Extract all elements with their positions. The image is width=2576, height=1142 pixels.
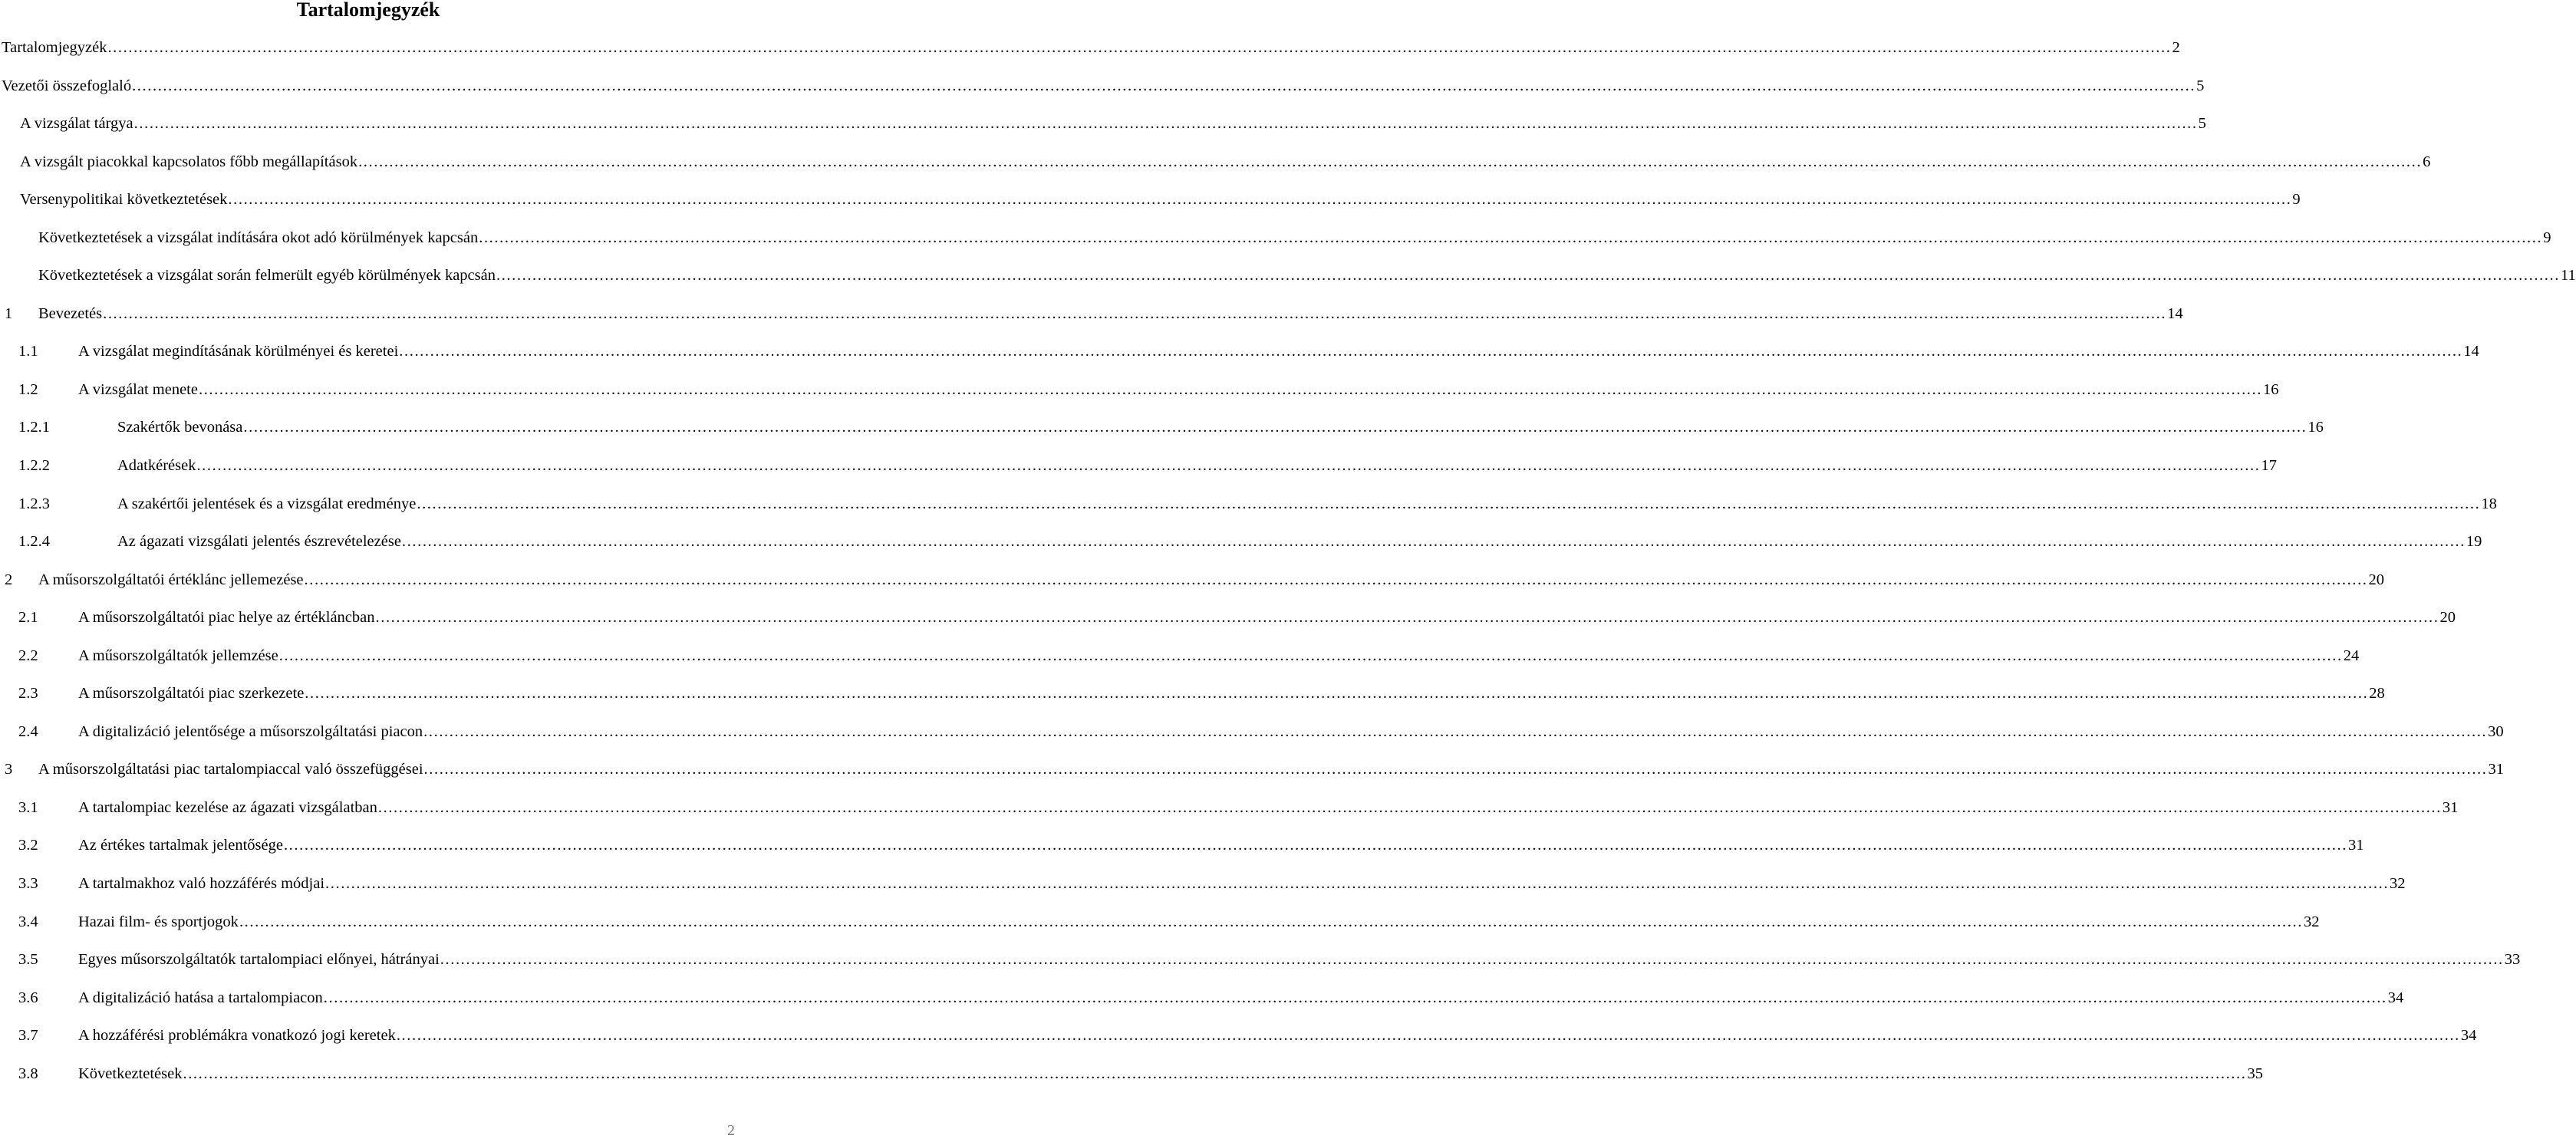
toc-entry-page[interactable]: 11 xyxy=(2560,267,2576,285)
toc-entry-line xyxy=(78,982,2404,1013)
toc-entry-line xyxy=(38,222,2551,253)
toc-entry-page[interactable]: 30 xyxy=(2488,722,2504,740)
toc-entry[interactable] xyxy=(0,678,2385,716)
page-title: Tartalomjegyzék xyxy=(296,0,440,21)
toc-entry-title[interactable]: A hozzáférési problémákra vonatkozó jogi keretek xyxy=(78,1027,396,1045)
toc-dot-leader: ................................................................................................................................................................................................................................................................................................................................................................................................................ xyxy=(198,380,2262,398)
toc-entry-title[interactable]: A vizsgálat menete xyxy=(78,380,198,398)
toc-entry-title[interactable]: Következtetések xyxy=(78,1065,183,1082)
toc-entry-title[interactable]: A tartalmakhoz való hozzáférés módjai xyxy=(78,875,325,893)
toc-entry-number: 2.1 xyxy=(18,609,38,627)
toc-entry[interactable] xyxy=(0,222,2551,261)
toc-entry[interactable] xyxy=(0,32,2180,71)
toc-dot-leader: ................................................................................................................................................................................................................................................................................................................................................................................................................ xyxy=(304,571,2368,588)
toc-entry-title[interactable]: A digitalizáció jelentősége a műsorszolgáltatási piacon xyxy=(78,722,423,740)
toc-entry[interactable] xyxy=(0,412,2324,450)
toc-entry[interactable] xyxy=(0,564,2385,603)
page-number: 2 xyxy=(727,1122,735,1139)
toc-entry-line xyxy=(38,260,2576,291)
toc-entry-number: 1.2.4 xyxy=(18,533,50,551)
toc-entry-page[interactable]: 32 xyxy=(2390,875,2406,893)
toc-entry-line xyxy=(38,564,2385,595)
toc-entry[interactable] xyxy=(0,868,2406,907)
toc-entry-title[interactable]: Bevezetés xyxy=(38,304,103,322)
toc-entry-page[interactable]: 31 xyxy=(2442,798,2459,816)
toc-entry-title[interactable]: Tartalomjegyzék xyxy=(2,39,107,56)
toc-entry-page[interactable]: 9 xyxy=(2292,191,2301,209)
toc-entry[interactable] xyxy=(0,754,2505,792)
toc-entry-title[interactable]: Szakértők bevonása xyxy=(117,419,243,436)
toc-entry-page[interactable]: 16 xyxy=(2308,419,2324,436)
toc-entry-line xyxy=(78,792,2459,823)
toc-entry-line xyxy=(38,298,2183,329)
toc-entry[interactable] xyxy=(0,489,2497,527)
toc-entry-number: 2 xyxy=(5,571,13,588)
toc-dot-leader: ................................................................................................................................................................................................................................................................................................................................................................................................................ xyxy=(358,153,2423,170)
toc-entry-page[interactable]: 2 xyxy=(2172,39,2180,56)
toc-entry-page[interactable]: 24 xyxy=(2343,647,2360,664)
toc-entry-page[interactable]: 19 xyxy=(2466,533,2482,551)
toc-entry[interactable] xyxy=(0,1058,2263,1097)
toc-dot-leader: ................................................................................................................................................................................................................................................................................................................................................................................................................ xyxy=(423,722,2488,740)
toc-entry-page[interactable]: 9 xyxy=(2543,229,2551,246)
toc-entry-number: 3.5 xyxy=(18,951,38,969)
toc-entry-line xyxy=(117,450,2277,481)
toc-entry-title[interactable]: A vizsgálat megindításának körülményei és keretei xyxy=(78,343,399,360)
toc-entry[interactable] xyxy=(0,602,2456,640)
toc-entry-title[interactable]: Az értékes tartalmak jelentősége xyxy=(78,837,283,854)
toc-entry-title[interactable]: Egyes műsorszolgáltatók tartalompiaci előnyei, hátrányai xyxy=(78,951,440,969)
toc-entry-number: 2.3 xyxy=(18,685,38,703)
toc-dot-leader: ................................................................................................................................................................................................................................................................................................................................................................................................................ xyxy=(243,419,2308,436)
toc-entry[interactable] xyxy=(0,260,2576,298)
toc-entry-line xyxy=(20,146,2431,177)
toc-entry-line xyxy=(78,944,2521,975)
toc-entry[interactable] xyxy=(0,830,2364,868)
toc-dot-leader: ................................................................................................................................................................................................................................................................................................................................................................................................................ xyxy=(283,837,2347,854)
toc-entry-number: 1.2 xyxy=(18,380,38,398)
toc-dot-leader: ................................................................................................................................................................................................................................................................................................................................................................................................................ xyxy=(423,761,2488,778)
toc-entry-line xyxy=(78,336,2479,367)
toc-entry-number: 2.4 xyxy=(18,722,38,740)
toc-entry-line xyxy=(20,108,2206,139)
toc-entry[interactable] xyxy=(0,982,2404,1021)
toc-entry-line xyxy=(20,184,2301,215)
toc-entry-title[interactable]: A tartalompiac kezelése az ágazati vizsgálatban xyxy=(78,798,377,816)
toc-entry-number: 1.2.2 xyxy=(18,457,50,475)
toc-entry-page[interactable]: 31 xyxy=(2488,761,2505,778)
toc-dot-leader: ................................................................................................................................................................................................................................................................................................................................................................................................................ xyxy=(377,798,2442,816)
toc-entry-page[interactable]: 18 xyxy=(2481,495,2497,512)
toc-entry[interactable] xyxy=(0,716,2504,755)
toc-dot-leader: ................................................................................................................................................................................................................................................................................................................................................................................................................ xyxy=(239,913,2303,930)
toc-entry-line xyxy=(78,602,2456,633)
toc-dot-leader: ................................................................................................................................................................................................................................................................................................................................................................................................................ xyxy=(107,39,2172,56)
toc-entry-number: 3.8 xyxy=(18,1065,38,1082)
toc-entry-page[interactable]: 34 xyxy=(2387,989,2404,1006)
toc-entry-line xyxy=(2,71,2205,101)
toc-entry[interactable] xyxy=(0,108,2206,146)
toc-entry[interactable] xyxy=(0,526,2482,564)
toc-entry[interactable] xyxy=(0,146,2431,185)
toc-dot-leader: ................................................................................................................................................................................................................................................................................................................................................................................................................ xyxy=(401,533,2466,551)
toc-entry-number: 3.2 xyxy=(18,837,38,854)
toc-entry[interactable] xyxy=(0,640,2360,679)
toc-entry-number: 1.2.3 xyxy=(18,495,50,512)
toc-entry-number: 1.2.1 xyxy=(18,419,50,436)
toc-entry[interactable] xyxy=(0,71,2205,109)
toc-entry-title[interactable]: A műsorszolgáltatói értéklánc jellemezése xyxy=(38,571,304,588)
toc-entry-line xyxy=(78,830,2364,861)
toc-entry-page[interactable]: 5 xyxy=(2198,115,2206,133)
toc-entry-number: 3 xyxy=(5,761,13,778)
toc-entry-title[interactable]: A műsorszolgáltatói piac helye az értékláncban xyxy=(78,609,375,627)
toc-entry-line xyxy=(78,868,2406,899)
toc-entry[interactable] xyxy=(0,298,2183,337)
toc-dot-leader: ................................................................................................................................................................................................................................................................................................................................................................................................................ xyxy=(417,495,2481,512)
toc-dot-leader: ................................................................................................................................................................................................................................................................................................................................................................................................................ xyxy=(375,609,2439,627)
toc-entry-number: 1 xyxy=(5,304,13,322)
toc-entry-line xyxy=(38,754,2505,785)
toc-dot-leader: ................................................................................................................................................................................................................................................................................................................................................................................................................ xyxy=(305,685,2369,703)
toc-entry-line xyxy=(78,907,2320,937)
toc-entry-page[interactable]: 35 xyxy=(2247,1065,2263,1082)
toc-entry-page[interactable]: 17 xyxy=(2261,457,2277,475)
toc-dot-leader: ................................................................................................................................................................................................................................................................................................................................................................................................................ xyxy=(133,115,2198,133)
toc-entry-line xyxy=(117,412,2324,443)
toc-entry[interactable] xyxy=(0,1020,2477,1058)
toc-dot-leader: ................................................................................................................................................................................................................................................................................................................................................................................................................ xyxy=(103,304,2167,322)
toc-dot-leader: ................................................................................................................................................................................................................................................................................................................................................................................................................ xyxy=(396,1027,2460,1045)
toc-entry-line xyxy=(78,1020,2477,1051)
toc-entry-page[interactable]: 20 xyxy=(2368,571,2385,588)
toc-entry-line xyxy=(78,678,2385,709)
toc-entry-title[interactable]: Vezetői összefoglaló xyxy=(2,77,132,94)
toc-entry[interactable] xyxy=(0,184,2301,222)
toc-entry-title[interactable]: Hazai film- és sportjogok xyxy=(78,913,239,930)
toc-entry-line xyxy=(117,489,2497,519)
toc-entry-page[interactable]: 33 xyxy=(2504,951,2521,969)
toc-dot-leader: ................................................................................................................................................................................................................................................................................................................................................................................................................ xyxy=(479,229,2543,246)
toc-entry-line xyxy=(78,716,2504,747)
toc-entry-title[interactable]: Versenypolitikai következtetések xyxy=(20,191,228,209)
toc-entry-title[interactable]: Következtetések a vizsgálat indítására okot adó körülmények kapcsán xyxy=(38,229,479,246)
toc-entry-number: 3.3 xyxy=(18,875,38,893)
toc-entry-number: 3.4 xyxy=(18,913,38,930)
toc-dot-leader: ................................................................................................................................................................................................................................................................................................................................................................................................................ xyxy=(323,989,2387,1006)
toc-entry[interactable] xyxy=(0,907,2320,945)
toc-entry-title[interactable]: A szakértői jelentések és a vizsgálat eredménye xyxy=(117,495,417,512)
toc-entry-title[interactable]: A műsorszolgáltatói piac szerkezete xyxy=(78,685,305,703)
toc-entry-page[interactable]: 32 xyxy=(2303,913,2320,930)
toc-entry-page[interactable]: 5 xyxy=(2196,77,2205,94)
toc-dot-leader: ................................................................................................................................................................................................................................................................................................................................................................................................................ xyxy=(132,77,2196,94)
toc-entry-page[interactable]: 20 xyxy=(2439,609,2456,627)
toc-entry[interactable] xyxy=(0,450,2277,489)
toc-entry-title[interactable]: Adatkérések xyxy=(117,457,196,475)
toc-entry[interactable] xyxy=(0,374,2279,413)
toc-entry-number: 3.6 xyxy=(18,989,38,1006)
toc-entry-line xyxy=(2,32,2180,63)
toc-entry-line xyxy=(78,374,2279,405)
toc-entry-page[interactable]: 6 xyxy=(2423,153,2431,170)
toc-entry-line xyxy=(117,526,2482,557)
toc-entry-page[interactable]: 14 xyxy=(2167,304,2183,322)
toc-entry-title[interactable]: Az ágazati vizsgálati jelentés észrevételezése xyxy=(117,533,401,551)
toc-dot-leader: ................................................................................................................................................................................................................................................................................................................................................................................................................ xyxy=(325,875,2390,893)
toc-entry[interactable] xyxy=(0,336,2479,374)
toc-dot-leader: ................................................................................................................................................................................................................................................................................................................................................................................................................ xyxy=(183,1065,2247,1082)
toc-entry-title[interactable]: A műsorszolgáltatók jellemzése xyxy=(78,647,278,664)
toc-dot-leader: ................................................................................................................................................................................................................................................................................................................................................................................................................ xyxy=(496,267,2560,285)
toc-entry-page[interactable]: 14 xyxy=(2463,343,2479,360)
toc-entry-number: 2.2 xyxy=(18,647,38,664)
toc-entry-page[interactable]: 34 xyxy=(2460,1027,2477,1045)
toc-entry-page[interactable]: 31 xyxy=(2347,837,2364,854)
toc-entry-page[interactable]: 28 xyxy=(2369,685,2385,703)
table-of-contents xyxy=(0,32,2576,1096)
toc-entry-number: 3.7 xyxy=(18,1027,38,1045)
toc-entry-line xyxy=(78,1058,2263,1089)
toc-dot-leader: ................................................................................................................................................................................................................................................................................................................................................................................................................ xyxy=(196,457,2261,475)
toc-entry-number: 1.1 xyxy=(18,343,38,360)
toc-entry-title[interactable]: Következtetések a vizsgálat során felmerült egyéb körülmények kapcsán xyxy=(38,267,496,285)
toc-entry-title[interactable]: A vizsgálat tárgya xyxy=(20,115,133,133)
toc-entry[interactable] xyxy=(0,792,2459,831)
toc-entry-title[interactable]: A vizsgált piacokkal kapcsolatos főbb megállapítások xyxy=(20,153,358,170)
toc-dot-leader: ................................................................................................................................................................................................................................................................................................................................................................................................................ xyxy=(278,647,2343,664)
toc-dot-leader: ................................................................................................................................................................................................................................................................................................................................................................................................................ xyxy=(440,951,2504,969)
toc-entry-title[interactable]: A műsorszolgáltatási piac tartalompiaccal való összefüggései xyxy=(38,761,423,778)
toc-entry-title[interactable]: A digitalizáció hatása a tartalompiacon xyxy=(78,989,323,1006)
toc-entry-page[interactable]: 16 xyxy=(2262,380,2279,398)
toc-dot-leader: ................................................................................................................................................................................................................................................................................................................................................................................................................ xyxy=(399,343,2463,360)
toc-entry-line xyxy=(78,640,2360,671)
toc-dot-leader: ................................................................................................................................................................................................................................................................................................................................................................................................................ xyxy=(228,191,2292,209)
toc-entry-number: 3.1 xyxy=(18,798,38,816)
toc-entry[interactable] xyxy=(0,944,2521,982)
